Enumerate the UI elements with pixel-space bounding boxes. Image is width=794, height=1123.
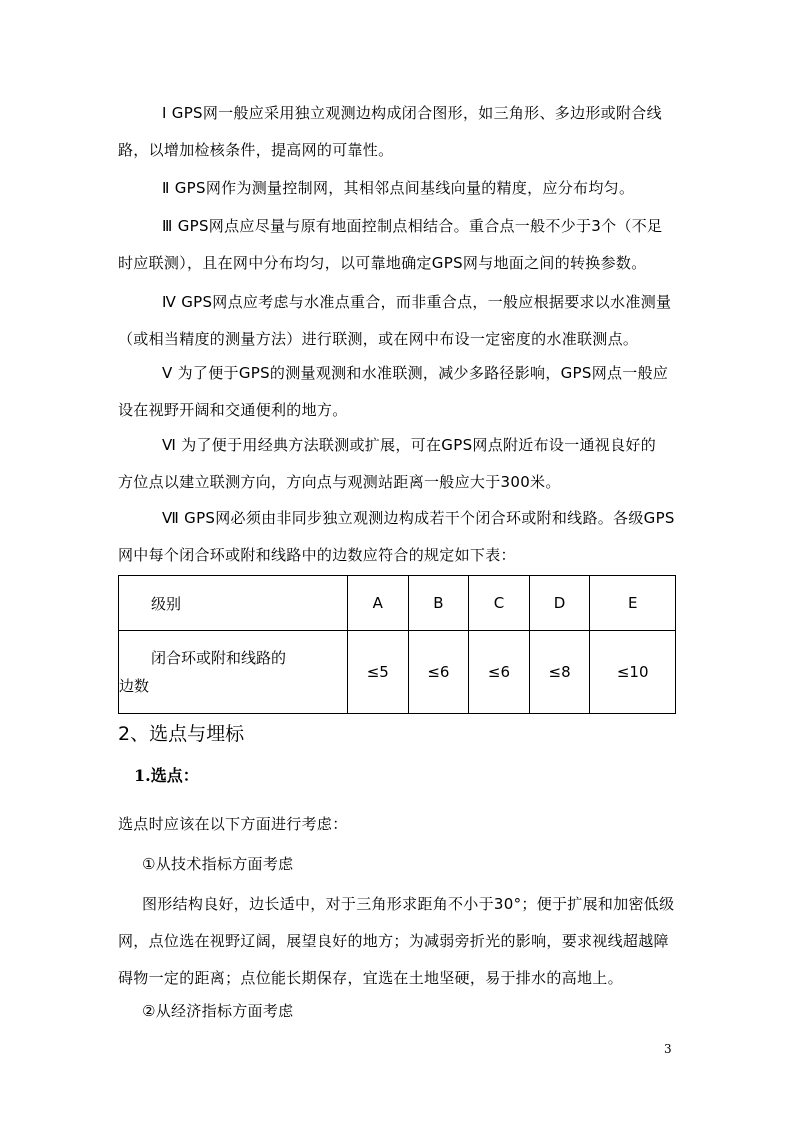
paragraph-line: 方位点以建立联测方向，方向点与观测站距离一般应大于300米。 [118,473,561,491]
paragraph-6 [118,427,680,501]
paragraph-line: 碍物一定的距离；点位能长期保存，宜选在土地坚硬，易于排水的高地上。 [118,969,623,987]
page-number: 3 [664,1042,672,1056]
table-header-label: 级别 [119,576,348,631]
table-row [119,576,676,631]
table-level-e: E [590,576,676,631]
item-2-heading [118,993,680,1030]
paragraph-line: ②从经济指标方面考虑 [142,1002,294,1020]
paragraph-4 [118,284,680,358]
paragraph-line: 路，以增加检核条件，提高网的可靠性。 [118,141,394,159]
table-row-label [119,631,348,714]
table-value-c: ≤6 [469,631,530,714]
table-level-c: C [469,576,530,631]
paragraph-5 [118,355,680,429]
paragraph-line: Ⅶ GPS网必须由非同步独立观测边构成若干个闭合环或附和线路。各级GPS [162,509,675,527]
paragraph-line: Ⅳ GPS网点应考虑与水准点重合，而非重合点，一般应根据要求以水准测量 [162,293,672,311]
paragraph-line: Ⅱ GPS网作为测量控制网，其相邻点间基线向量的精度，应分布均匀。 [162,179,635,197]
paragraph-line: ①从技术指标方面考虑 [142,855,294,873]
paragraph-line: 选点时应该在以下方面进行考虑： [118,815,348,833]
row-label-line1: 闭合环或附和线路的 [151,649,287,667]
subsection-heading: 1.选点： [134,766,199,785]
paragraph-line: Ⅴ 为了便于GPS的测量观测和水准联测，减少多路径影响，GPS网点一般应 [162,364,669,382]
intro-paragraph [118,806,680,843]
paragraph-line: Ⅲ GPS网点应尽量与原有地面控制点相结合。重合点一般不少于3个（不足 [162,217,663,235]
table-level-b: B [408,576,469,631]
item-1-body [118,886,680,997]
table-row [119,631,676,714]
paragraph-7 [118,500,680,574]
paragraph-line: 图形结构良好，边长适中，对于三角形求距角不小于30°；便于扩展和加密低级 [142,895,675,913]
paragraph-2 [118,170,680,207]
paragraph-line: Ⅰ GPS网一般应采用独立观测边构成闭合图形，如三角形、多边形或附合线 [162,104,662,122]
paragraph-line: 网，点位选在视野辽阔，展望良好的地方；为减弱旁折光的影响，要求视线超越障 [118,932,669,950]
table-value-a: ≤5 [348,631,409,714]
paragraph-3 [118,208,680,282]
table-value-b: ≤6 [408,631,469,714]
table-value-e: ≤10 [590,631,676,714]
row-label-line2: 边数 [119,677,150,695]
table-level-a: A [348,576,409,631]
paragraph-line: 时应联测），且在网中分布均匀，以可靠地确定GPS网与地面之间的转换参数。 [118,254,647,272]
edge-count-table [118,575,676,714]
paragraph-line: 设在视野开阔和交通便利的地方。 [118,401,348,419]
paragraph-line: 网中每个闭合环或附和线路中的边数应符合的规定如下表： [118,546,516,564]
table-value-d: ≤8 [529,631,590,714]
paragraph-1 [118,95,680,169]
table-level-d: D [529,576,590,631]
item-1-heading [118,846,680,883]
section-heading: 2、选点与埋标 [118,723,245,745]
paragraph-line: （或相当精度的测量方法）进行联测，或在网中布设一定密度的水准联测点。 [118,330,639,348]
paragraph-line: Ⅵ 为了便于用经典方法联测或扩展，可在GPS网点附近布设一通视良好的 [162,436,656,454]
